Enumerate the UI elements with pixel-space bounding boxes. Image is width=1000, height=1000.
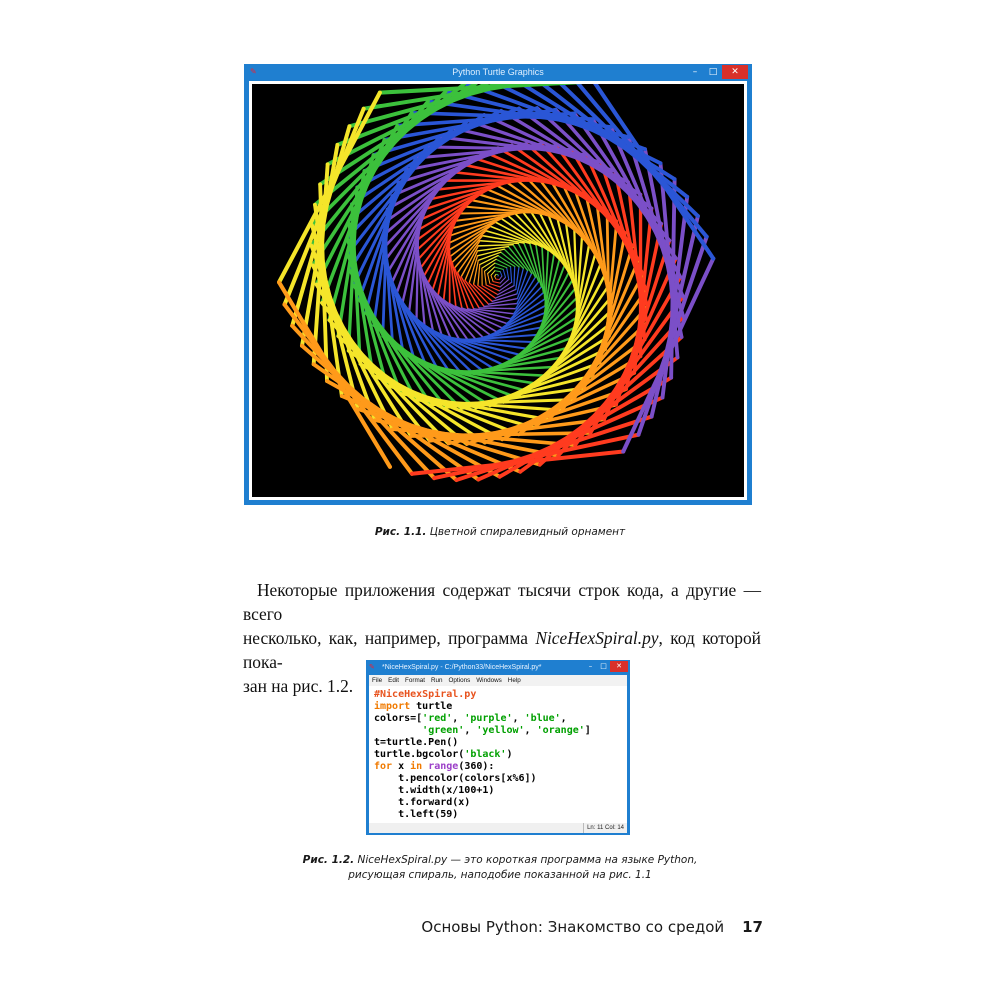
code-line-7: [374, 761, 627, 773]
spiral-segment: [513, 245, 532, 274]
spiral-segment: [507, 268, 509, 280]
menu-format[interactable]: Format: [405, 677, 425, 684]
turtle-canvas-frame: [249, 81, 747, 500]
python-feather-icon: ✎: [250, 67, 257, 76]
code-line-6: [374, 749, 627, 761]
code-editor[interactable]: [369, 686, 627, 823]
close-button[interactable]: ✕: [610, 661, 628, 672]
section-title: Основы Python: Знакомство со средой: [421, 918, 725, 936]
string-literal: 'black': [464, 749, 507, 760]
python-feather-icon: ✎: [369, 663, 375, 671]
figure-1-2-caption-text-1: NiceHexSpiral.py — это короткая программа на языке Python,: [357, 854, 698, 866]
turtle-graphics-window: [244, 64, 752, 505]
maximize-button[interactable]: □: [708, 67, 718, 77]
string-literal: 'yellow': [476, 725, 525, 736]
minimize-button[interactable]: –: [692, 67, 698, 77]
menu-options[interactable]: Options: [448, 677, 471, 684]
spiral-segment: [292, 326, 434, 478]
window-title: Python Turtle Graphics: [452, 67, 544, 77]
code-line-2: [374, 701, 627, 713]
code-text: ,: [512, 713, 525, 724]
code-text: ): [506, 749, 513, 760]
code-text: (360):: [458, 761, 495, 772]
hex-spiral-drawing: [252, 84, 744, 497]
figure-1-1-caption-text: Цветной спиралевидный орнамент: [429, 526, 626, 538]
code-text: turtle.bgcolor(: [374, 749, 465, 760]
window-controls: [686, 65, 748, 79]
spiral-segment: [500, 272, 502, 276]
spiral-segment: [500, 277, 505, 283]
spiral-segment: [468, 335, 537, 340]
keyword-in: in: [410, 761, 423, 772]
page-footer: [0, 918, 763, 936]
string-literal: 'green': [422, 725, 465, 736]
string-literal: 'blue': [524, 713, 561, 724]
string-literal: 'orange': [536, 725, 585, 736]
title-bar[interactable]: [244, 64, 752, 81]
spiral-segment: [479, 308, 516, 309]
figure-1-2-caption-line-1: [0, 853, 1000, 868]
spiral-segment: [493, 282, 500, 284]
idle-window-title: *NiceHexSpiral.py - C:/Python33/NiceHexSpiral.py*: [382, 664, 542, 671]
code-comment: #NiceHexSpiral.py: [374, 689, 477, 700]
spiral-segment: [500, 279, 509, 286]
spiral-segment: [292, 126, 349, 326]
figure-1-2-caption: [0, 853, 1000, 883]
spiral-segment: [478, 245, 513, 246]
figure-1-2-label: Рис. 1.2.: [302, 854, 355, 866]
builtin-range: range: [428, 761, 459, 772]
spiral-segment: [495, 267, 504, 269]
figure-1-2-caption-line-2: рисующая спираль, наподобие показанной на рис. 1.1: [348, 869, 652, 881]
code-text: ]: [584, 725, 591, 736]
cursor-position: Ln: 11 Col: 14: [583, 823, 624, 833]
spiral-segment: [495, 271, 500, 272]
code-line-3: [374, 713, 627, 725]
status-bar: [369, 823, 627, 833]
page-number: 17: [742, 918, 763, 936]
code-text: ,: [560, 713, 567, 724]
spiral-segment: [511, 267, 512, 283]
program-filename: NiceHexSpiral.py: [535, 628, 659, 648]
code-line-4: [374, 725, 627, 737]
minimize-button[interactable]: –: [588, 662, 593, 670]
figure-1-1-label: Рис. 1.1.: [374, 526, 427, 538]
code-text: x: [392, 761, 411, 772]
code-text: ,: [524, 725, 537, 736]
spiral-segment: [465, 280, 484, 306]
spiral-segment: [488, 274, 490, 284]
code-line-9: t.width(x/100+1): [374, 785, 495, 796]
code-text: turtle: [410, 701, 453, 712]
menu-windows[interactable]: Windows: [476, 677, 502, 684]
code-text: colors=[: [374, 713, 423, 724]
string-literal: 'red': [422, 713, 453, 724]
spiral-segment: [478, 265, 480, 286]
close-button[interactable]: ✕: [722, 65, 748, 79]
idle-window-controls: [584, 661, 628, 672]
menu-edit[interactable]: Edit: [388, 677, 400, 684]
menu-bar: [369, 675, 627, 686]
idle-title-bar[interactable]: [366, 660, 630, 675]
code-text: ,: [452, 713, 465, 724]
code-text: ,: [464, 725, 477, 736]
spiral-segment: [499, 276, 502, 279]
spiral-segment: [514, 266, 515, 285]
menu-file[interactable]: File: [372, 677, 383, 684]
menu-help[interactable]: Help: [507, 677, 521, 684]
keyword-import: import: [374, 701, 411, 712]
code-line-1: [374, 689, 627, 701]
spiral-segment: [491, 271, 495, 276]
body-line-2-start: несколько, как, например, программа: [243, 628, 536, 648]
spiral-segment: [474, 260, 479, 284]
spiral-segment: [490, 284, 500, 287]
code-line-11: t.left(59): [374, 809, 459, 820]
idle-editor-window: [366, 660, 630, 835]
body-line-2-end: , код которой пока-: [243, 628, 761, 672]
keyword-for: for: [374, 761, 393, 772]
code-line-5: t=turtle.Pen(): [374, 737, 459, 748]
code-line-10: t.forward(x): [374, 797, 471, 808]
spiral-segment: [491, 275, 493, 281]
figure-1-1-caption: [0, 525, 1000, 540]
menu-run[interactable]: Run: [430, 677, 443, 684]
spiral-segment: [485, 271, 487, 285]
code-indent: [374, 725, 422, 736]
string-literal: 'purple': [464, 713, 513, 724]
code-line-8: t.pencolor(colors[x%6]): [374, 773, 537, 784]
spiral-segment: [503, 269, 505, 277]
body-line-1: Некоторые приложения содержат тысячи строк кода, а другие — всего: [243, 580, 761, 624]
turtle-canvas: [252, 84, 744, 497]
spiral-segment: [485, 263, 495, 271]
maximize-button[interactable]: □: [600, 662, 607, 670]
body-line-3: зан на рис. 1.2.: [243, 676, 354, 696]
